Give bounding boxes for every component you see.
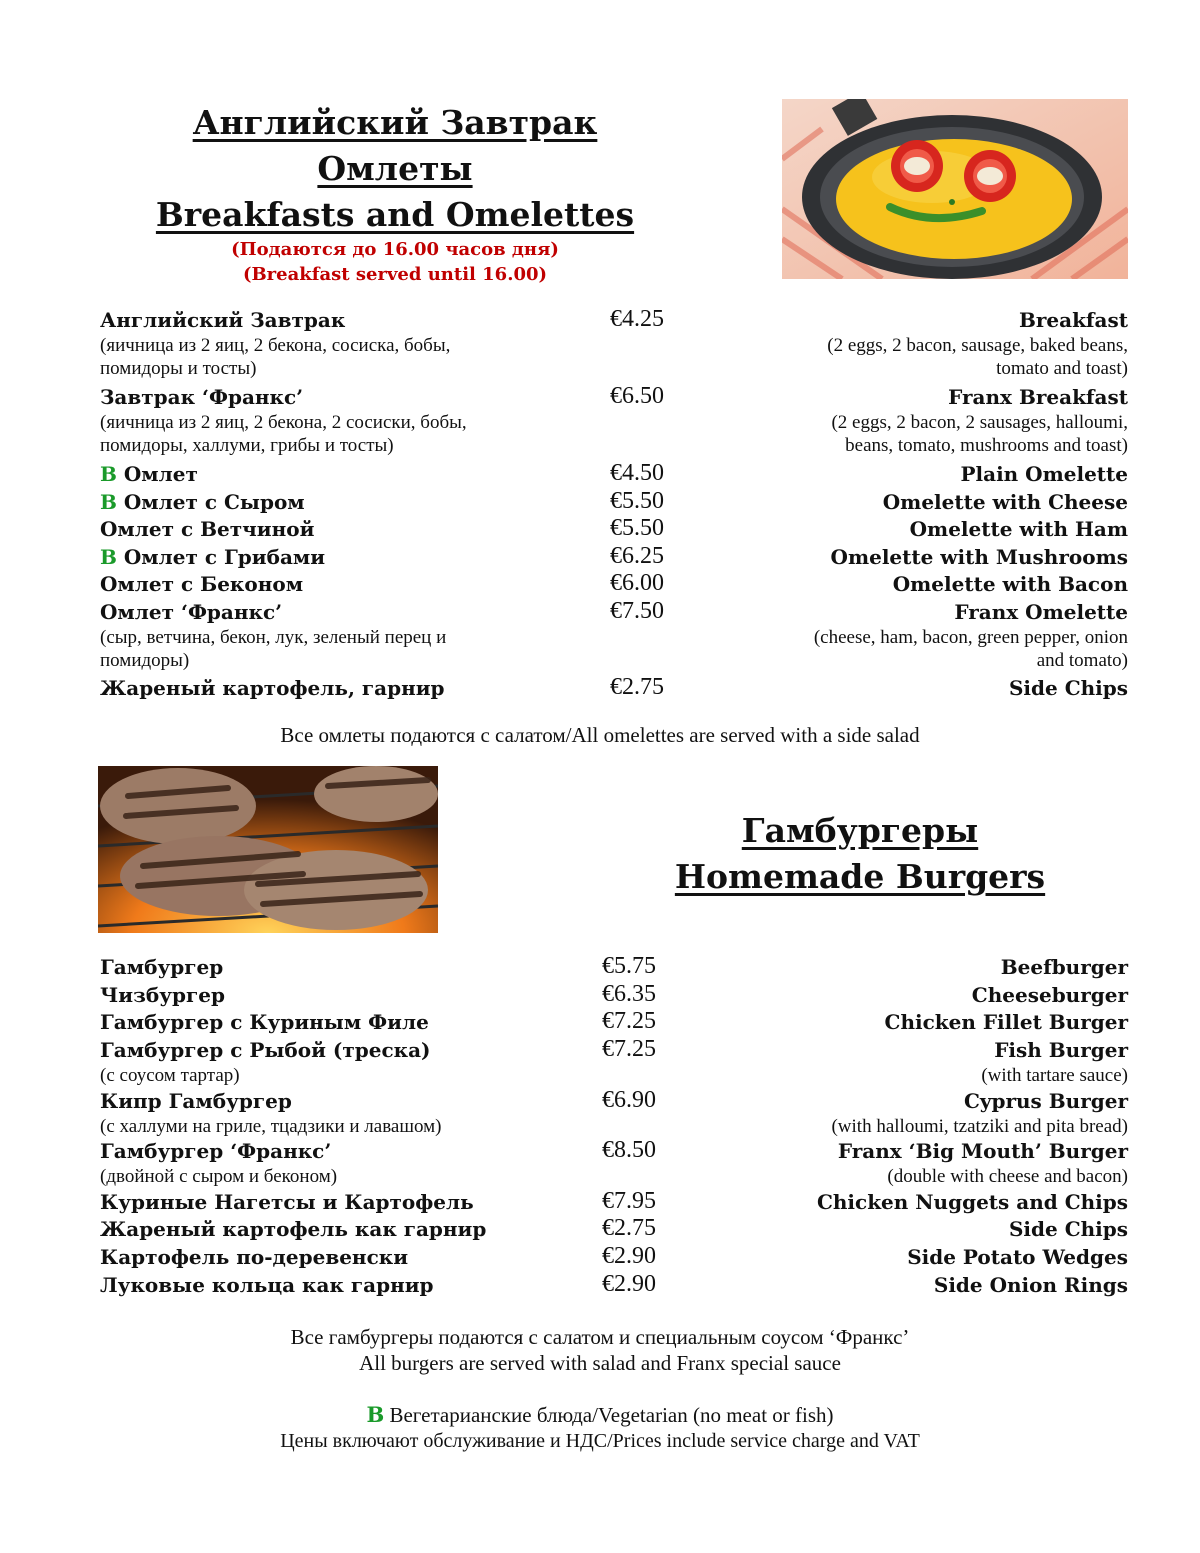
vegetarian-mark: B [100,462,117,486]
item-desc-en: beans, tomato, mushrooms and toast) [845,435,1128,456]
menu-row [100,542,1128,573]
breakfast-title-ru-1: Английский Завтрак [192,103,598,142]
item-desc-ru: помидоры, халлуми, грибы и тосты) [100,435,394,456]
menu-row [100,1139,1128,1190]
item-name-en: Franx Breakfast [948,385,1128,409]
menu-row [100,1217,1128,1245]
breakfast-title [100,100,690,238]
item-name-en: Omelette with Cheese [882,489,1128,514]
burger-table [100,955,1128,1295]
item-price: €5.50 [610,515,664,541]
menu-row [100,955,1128,983]
menu-row [100,517,1128,545]
menu-row [100,980,1128,1011]
item-price: €2.75 [602,1215,656,1242]
vegetarian-mark: B [100,489,117,514]
item-price: €8.50 [602,1137,656,1164]
item-name-ru: Завтрак ‘Франкс’ [100,385,304,409]
menu-row [100,1038,1128,1089]
item-name-ru: Омлет [123,462,198,486]
menu-row [100,487,1128,518]
item-price: €4.50 [610,460,664,486]
omelette-note: Все омлеты подаются с салатом/All omelettes are served with a side salad [280,723,920,747]
item-desc-ru: помидоры и тосты) [100,358,257,379]
item-name-en: Breakfast [1018,308,1128,332]
item-desc-ru: (яичница из 2 яиц, 2 бекона, 2 сосиски, бобы, [100,412,467,433]
item-price: €6.50 [610,383,664,409]
prices-note: Цены включают обслуживание и НДС/Prices include service charge and VAT [280,1430,920,1452]
item-name-en: Omelette with Mushrooms [830,544,1128,569]
burger-note-ru: Все гамбургеры подаются с салатом и специальным соусом ‘Франкс’ [290,1325,910,1349]
menu-row [100,308,1128,385]
item-name-ru: Гамбургер [100,955,224,979]
item-desc-en: (double with cheese and bacon) [887,1166,1128,1188]
menu-row [100,385,1128,462]
item-name-ru: Гамбургер с Рыбой (треска) [100,1038,431,1063]
item-price: €2.90 [602,1270,656,1297]
item-name-en: Fish Burger [994,1038,1128,1063]
item-price: €6.35 [602,980,656,1007]
item-desc-ru: (двойной с сыром и беконом) [100,1166,338,1188]
served-note-en: (Breakfast served until 16.00) [242,264,548,285]
item-name-en: Chicken Nuggets and Chips [816,1189,1128,1214]
item-name-ru: Омлет с Ветчиной [100,517,315,541]
item-name-en: Side Chips [1008,675,1128,700]
menu-row [100,597,1128,676]
vegetarian-mark: B [100,544,117,569]
item-name-en: Omelette with Bacon [892,572,1128,596]
burger-title [630,808,1090,900]
item-desc-ru: (с соусом тартар) [100,1065,240,1087]
item-price: €7.95 [602,1187,656,1214]
item-name-en: Plain Omelette [960,462,1128,486]
burger-photo [98,766,438,933]
item-price: €2.75 [610,673,664,700]
item-name-ru: Кипр Гамбургер [100,1088,292,1113]
item-desc-ru: помидоры) [100,649,190,671]
item-name-ru: Куриные Нагетсы и Картофель [100,1189,474,1214]
item-name-en: Chicken Fillet Burger [884,1010,1128,1035]
item-desc-en: (2 eggs, 2 bacon, 2 sausages, halloumi, [831,412,1128,433]
vegetarian-mark: B [366,1402,385,1427]
item-name-en: Cyprus Burger [963,1088,1128,1113]
item-name-ru: Омлет с Грибами [123,544,326,569]
grilled-patties-icon [98,766,438,933]
menu-row [100,572,1128,600]
item-name-en: Side Onion Rings [933,1272,1128,1297]
menu-row [100,1270,1128,1301]
item-name-ru: Жареный картофель, гарнир [100,675,445,700]
menu-row [100,673,1128,704]
item-name-en: Cheeseburger [971,982,1128,1007]
item-desc-en: (cheese, ham, bacon, green pepper, onion [813,626,1128,648]
item-desc-en: tomato and toast) [996,358,1128,379]
item-name-ru: Жареный картофель как гарнир [100,1217,487,1242]
item-name-ru: Гамбургер с Куриным Филе [100,1010,429,1035]
item-price: €4.25 [610,306,664,332]
item-price: €6.25 [610,542,664,569]
item-price: €6.00 [610,570,664,596]
item-desc-en: and tomato) [1036,649,1128,671]
item-name-en: Beefburger [1000,955,1128,979]
item-name-en: Side Potato Wedges [907,1244,1128,1269]
served-note [100,237,690,287]
menu-row [100,462,1128,490]
item-desc-en: (with tartare sauce) [981,1065,1128,1087]
item-name-ru: Чизбургер [100,982,225,1007]
item-name-ru: Омлет с Сыром [123,489,305,514]
breakfast-title-ru-2: Омлеты [317,149,473,188]
menu-row [100,1187,1128,1218]
item-name-ru: Английский Завтрак [100,308,346,332]
item-name-en: Franx ‘Big Mouth’ Burger [837,1139,1128,1164]
item-price: €7.25 [602,1036,656,1063]
item-price: €7.50 [610,597,664,624]
item-price: €7.25 [602,1008,656,1035]
vegetarian-legend-text: Вегетарианские блюда/Vegetarian (no meat or fish) [389,1403,834,1427]
item-name-ru: Луковые кольца как гарнир [100,1272,434,1297]
item-name-en: Omelette with Ham [909,517,1128,541]
burger-title-ru: Гамбургеры [741,811,979,850]
item-desc-ru: (яичница из 2 яиц, 2 бекона, сосиска, бобы, [100,335,451,356]
breakfast-title-en: Breakfasts and Omelettes [155,195,635,234]
item-desc-en: (2 eggs, 2 bacon, sausage, baked beans, [827,335,1128,356]
item-desc-ru: (сыр, ветчина, бекон, лук, зеленый перец и [100,626,447,648]
item-price: €2.90 [602,1242,656,1269]
item-name-ru: Омлет с Беконом [100,572,304,596]
item-name-ru: Гамбургер ‘Франкс’ [100,1139,332,1164]
item-price: €5.75 [602,953,656,979]
item-price: €6.90 [602,1086,656,1113]
omelette-pan-icon [782,99,1128,279]
menu-row [100,1242,1128,1273]
omelette-photo [782,99,1128,279]
item-name-ru: Омлет ‘Франкс’ [100,599,283,624]
item-desc-ru: (с халлуми на гриле, тцадзики и лавашом) [100,1115,442,1137]
item-name-en: Franx Omelette [954,599,1128,624]
item-desc-en: (with halloumi, tzatziki and pita bread) [831,1115,1128,1137]
breakfast-table [100,308,1128,708]
burger-title-en: Homemade Burgers [674,857,1046,896]
item-name-en: Side Chips [1008,1217,1128,1242]
item-price: €5.50 [610,487,664,514]
menu-row [100,1010,1128,1038]
vegetarian-legend [0,1402,1200,1428]
menu-row [100,1086,1128,1140]
item-name-ru: Картофель по-деревенски [100,1244,409,1269]
served-note-ru: (Подаются до 16.00 часов дня) [231,239,559,260]
burger-note-en: All burgers are served with salad and Franx special sauce [359,1351,841,1375]
